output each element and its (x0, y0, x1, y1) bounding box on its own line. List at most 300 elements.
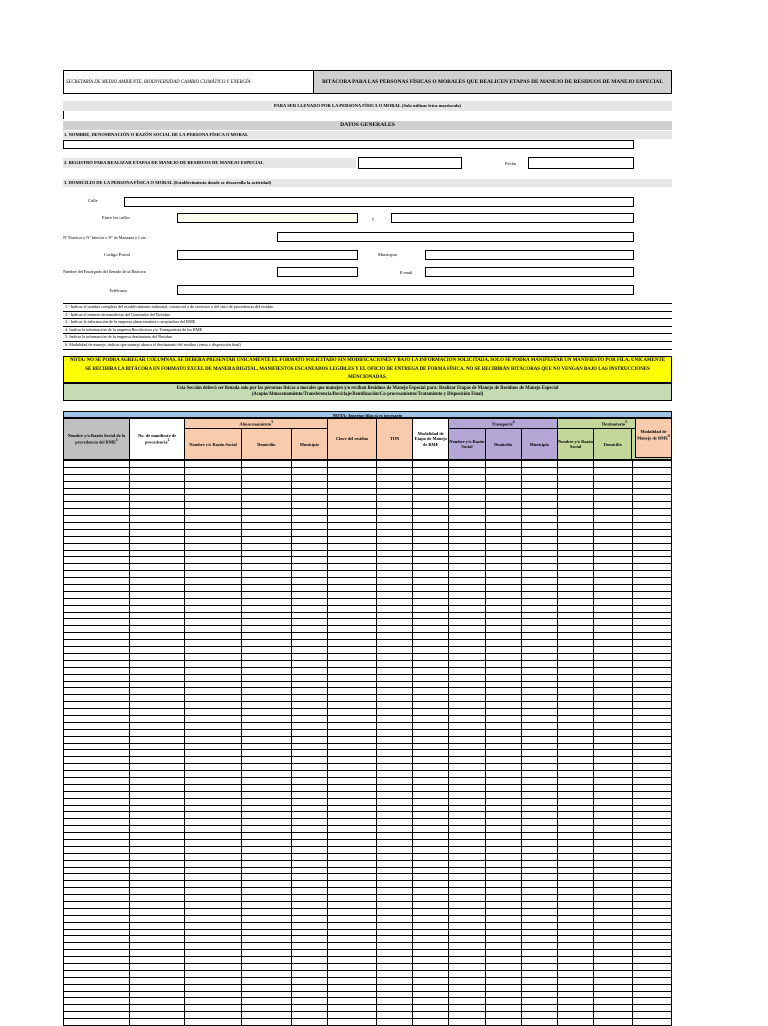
table-cell[interactable] (377, 826, 413, 833)
table-cell[interactable] (241, 605, 291, 612)
table-cell[interactable] (185, 585, 241, 592)
table-cell[interactable] (594, 764, 632, 771)
table-cell[interactable] (377, 895, 413, 902)
table-cell[interactable] (413, 957, 449, 964)
table-cell[interactable] (328, 529, 377, 536)
table-cell[interactable] (485, 598, 521, 605)
table-cell[interactable] (185, 647, 241, 654)
table-cell[interactable] (413, 660, 449, 667)
table-cell[interactable] (64, 943, 130, 950)
table-cell[interactable] (241, 633, 291, 640)
table-cell[interactable] (291, 839, 327, 846)
table-cell[interactable] (328, 612, 377, 619)
table-cell[interactable] (328, 833, 377, 840)
table-cell[interactable] (64, 557, 130, 564)
table-cell[interactable] (185, 777, 241, 784)
table-cell[interactable] (632, 846, 671, 853)
table-cell[interactable] (485, 660, 521, 667)
table-cell[interactable] (521, 922, 557, 929)
table-cell[interactable] (521, 529, 557, 536)
table-cell[interactable] (328, 777, 377, 784)
table-cell[interactable] (413, 536, 449, 543)
table-cell[interactable] (558, 474, 594, 481)
table-cell[interactable] (377, 950, 413, 957)
table-cell[interactable] (64, 660, 130, 667)
table-cell[interactable] (558, 550, 594, 557)
table-cell[interactable] (328, 771, 377, 778)
table-cell[interactable] (185, 529, 241, 536)
table-cell[interactable] (485, 585, 521, 592)
table-cell[interactable] (594, 867, 632, 874)
table-cell[interactable] (291, 585, 327, 592)
table-cell[interactable] (521, 619, 557, 626)
table-cell[interactable] (64, 715, 130, 722)
table-cell[interactable] (241, 839, 291, 846)
table-cell[interactable] (521, 929, 557, 936)
table-cell[interactable] (291, 977, 327, 984)
table-cell[interactable] (328, 915, 377, 922)
table-cell[interactable] (521, 764, 557, 771)
table-cell[interactable] (241, 591, 291, 598)
table-cell[interactable] (291, 984, 327, 991)
table-cell[interactable] (413, 509, 449, 516)
table-cell[interactable] (632, 467, 671, 474)
table-cell[interactable] (632, 550, 671, 557)
table-cell[interactable] (130, 481, 185, 488)
table-cell[interactable] (377, 536, 413, 543)
table-cell[interactable] (521, 640, 557, 647)
table-cell[interactable] (485, 667, 521, 674)
table-cell[interactable] (594, 846, 632, 853)
table-cell[interactable] (377, 936, 413, 943)
table-cell[interactable] (558, 681, 594, 688)
table-cell[interactable] (241, 598, 291, 605)
table-cell[interactable] (130, 846, 185, 853)
table-cell[interactable] (377, 970, 413, 977)
table-cell[interactable] (594, 605, 632, 612)
table-cell[interactable] (291, 598, 327, 605)
table-cell[interactable] (594, 612, 632, 619)
table-cell[interactable] (521, 467, 557, 474)
table-cell[interactable] (449, 536, 485, 543)
table-cell[interactable] (449, 750, 485, 757)
table-cell[interactable] (632, 461, 671, 468)
table-cell[interactable] (594, 895, 632, 902)
table-cell[interactable] (241, 950, 291, 957)
table-cell[interactable] (64, 805, 130, 812)
table-cell[interactable] (291, 474, 327, 481)
table-cell[interactable] (632, 715, 671, 722)
table-cell[interactable] (594, 695, 632, 702)
table-cell[interactable] (558, 660, 594, 667)
table-cell[interactable] (130, 619, 185, 626)
table-cell[interactable] (521, 964, 557, 971)
table-cell[interactable] (64, 536, 130, 543)
table-cell[interactable] (291, 1019, 327, 1026)
table-cell[interactable] (485, 640, 521, 647)
table-cell[interactable] (241, 902, 291, 909)
table-cell[interactable] (328, 881, 377, 888)
table-cell[interactable] (558, 709, 594, 716)
table-cell[interactable] (521, 991, 557, 998)
table-cell[interactable] (185, 805, 241, 812)
table-cell[interactable] (558, 860, 594, 867)
table-cell[interactable] (130, 915, 185, 922)
table-cell[interactable] (594, 784, 632, 791)
table-cell[interactable] (449, 709, 485, 716)
table-cell[interactable] (291, 908, 327, 915)
table-cell[interactable] (485, 516, 521, 523)
table-cell[interactable] (521, 612, 557, 619)
table-cell[interactable] (413, 674, 449, 681)
table-cell[interactable] (558, 653, 594, 660)
table-cell[interactable] (130, 950, 185, 957)
table-cell[interactable] (130, 874, 185, 881)
table-cell[interactable] (632, 523, 671, 530)
table-cell[interactable] (241, 860, 291, 867)
table-cell[interactable] (594, 674, 632, 681)
table-cell[interactable] (558, 998, 594, 1005)
table-cell[interactable] (558, 819, 594, 826)
table-cell[interactable] (241, 1019, 291, 1026)
table-cell[interactable] (64, 936, 130, 943)
table-cell[interactable] (558, 467, 594, 474)
fecha-input[interactable] (528, 157, 634, 169)
table-cell[interactable] (328, 674, 377, 681)
table-cell[interactable] (185, 846, 241, 853)
table-cell[interactable] (64, 853, 130, 860)
table-cell[interactable] (485, 709, 521, 716)
table-cell[interactable] (130, 970, 185, 977)
table-cell[interactable] (449, 991, 485, 998)
table-cell[interactable] (558, 922, 594, 929)
table-cell[interactable] (558, 516, 594, 523)
table-cell[interactable] (377, 784, 413, 791)
table-cell[interactable] (449, 681, 485, 688)
table-cell[interactable] (594, 991, 632, 998)
table-cell[interactable] (328, 950, 377, 957)
table-cell[interactable] (64, 984, 130, 991)
table-cell[interactable] (377, 550, 413, 557)
table-cell[interactable] (185, 619, 241, 626)
table-cell[interactable] (632, 771, 671, 778)
table-cell[interactable] (328, 709, 377, 716)
table-cell[interactable] (485, 1005, 521, 1012)
table-cell[interactable] (328, 977, 377, 984)
table-cell[interactable] (521, 702, 557, 709)
table-cell[interactable] (185, 902, 241, 909)
table-cell[interactable] (449, 826, 485, 833)
table-cell[interactable] (413, 812, 449, 819)
table-cell[interactable] (558, 523, 594, 530)
table-cell[interactable] (377, 461, 413, 468)
email-input[interactable] (425, 267, 634, 277)
table-cell[interactable] (413, 936, 449, 943)
table-cell[interactable] (632, 984, 671, 991)
table-cell[interactable] (185, 543, 241, 550)
table-cell[interactable] (241, 819, 291, 826)
table-cell[interactable] (377, 660, 413, 667)
table-cell[interactable] (485, 481, 521, 488)
table-cell[interactable] (185, 1019, 241, 1026)
table-cell[interactable] (185, 915, 241, 922)
table-cell[interactable] (449, 461, 485, 468)
table-cell[interactable] (594, 805, 632, 812)
table-cell[interactable] (521, 571, 557, 578)
table-cell[interactable] (64, 1012, 130, 1019)
table-cell[interactable] (130, 998, 185, 1005)
table-cell[interactable] (130, 943, 185, 950)
table-cell[interactable] (521, 895, 557, 902)
table-cell[interactable] (130, 667, 185, 674)
table-cell[interactable] (485, 784, 521, 791)
table-cell[interactable] (558, 991, 594, 998)
encargado-input[interactable] (277, 267, 358, 277)
table-cell[interactable] (594, 950, 632, 957)
table-cell[interactable] (185, 874, 241, 881)
table-cell[interactable] (185, 771, 241, 778)
municipio-input[interactable] (425, 250, 634, 260)
table-cell[interactable] (64, 467, 130, 474)
table-cell[interactable] (377, 743, 413, 750)
table-cell[interactable] (594, 647, 632, 654)
table-cell[interactable] (130, 605, 185, 612)
table-cell[interactable] (449, 591, 485, 598)
table-cell[interactable] (521, 543, 557, 550)
table-cell[interactable] (241, 743, 291, 750)
table-cell[interactable] (185, 826, 241, 833)
table-cell[interactable] (291, 578, 327, 585)
table-cell[interactable] (594, 853, 632, 860)
table-cell[interactable] (449, 771, 485, 778)
table-cell[interactable] (485, 915, 521, 922)
table-cell[interactable] (632, 867, 671, 874)
table-cell[interactable] (130, 771, 185, 778)
table-cell[interactable] (558, 674, 594, 681)
table-cell[interactable] (64, 461, 130, 468)
table-cell[interactable] (328, 812, 377, 819)
table-cell[interactable] (64, 688, 130, 695)
table-cell[interactable] (377, 812, 413, 819)
table-cell[interactable] (185, 605, 241, 612)
table-cell[interactable] (377, 605, 413, 612)
table-cell[interactable] (130, 957, 185, 964)
table-cell[interactable] (632, 860, 671, 867)
table-cell[interactable] (291, 529, 327, 536)
table-cell[interactable] (558, 667, 594, 674)
table-cell[interactable] (594, 729, 632, 736)
table-cell[interactable] (485, 750, 521, 757)
table-cell[interactable] (413, 874, 449, 881)
table-cell[interactable] (377, 674, 413, 681)
table-cell[interactable] (449, 764, 485, 771)
table-cell[interactable] (185, 550, 241, 557)
table-cell[interactable] (185, 474, 241, 481)
table-cell[interactable] (449, 895, 485, 902)
table-cell[interactable] (558, 902, 594, 909)
table-cell[interactable] (485, 715, 521, 722)
table-cell[interactable] (291, 681, 327, 688)
table-cell[interactable] (594, 888, 632, 895)
table-cell[interactable] (291, 853, 327, 860)
table-cell[interactable] (558, 605, 594, 612)
table-cell[interactable] (521, 516, 557, 523)
table-cell[interactable] (558, 777, 594, 784)
table-cell[interactable] (485, 633, 521, 640)
table-cell[interactable] (485, 550, 521, 557)
table-cell[interactable] (521, 777, 557, 784)
table-cell[interactable] (413, 888, 449, 895)
table-cell[interactable] (241, 764, 291, 771)
numeros-input[interactable] (277, 232, 634, 242)
table-cell[interactable] (632, 619, 671, 626)
table-cell[interactable] (485, 509, 521, 516)
table-cell[interactable] (485, 998, 521, 1005)
table-cell[interactable] (64, 585, 130, 592)
table-cell[interactable] (377, 1012, 413, 1019)
table-cell[interactable] (291, 991, 327, 998)
table-cell[interactable] (130, 964, 185, 971)
table-cell[interactable] (130, 902, 185, 909)
table-cell[interactable] (241, 619, 291, 626)
table-cell[interactable] (521, 984, 557, 991)
table-cell[interactable] (521, 626, 557, 633)
table-cell[interactable] (413, 764, 449, 771)
table-cell[interactable] (130, 660, 185, 667)
table-cell[interactable] (377, 929, 413, 936)
table-cell[interactable] (241, 502, 291, 509)
table-cell[interactable] (185, 833, 241, 840)
table-cell[interactable] (632, 881, 671, 888)
table-cell[interactable] (291, 722, 327, 729)
table-cell[interactable] (558, 977, 594, 984)
table-cell[interactable] (328, 461, 377, 468)
table-cell[interactable] (64, 977, 130, 984)
table-cell[interactable] (64, 970, 130, 977)
table-cell[interactable] (413, 839, 449, 846)
table-cell[interactable] (558, 805, 594, 812)
table-cell[interactable] (594, 984, 632, 991)
table-cell[interactable] (594, 557, 632, 564)
table-cell[interactable] (328, 640, 377, 647)
table-cell[interactable] (130, 516, 185, 523)
table-cell[interactable] (291, 812, 327, 819)
table-cell[interactable] (594, 516, 632, 523)
table-cell[interactable] (377, 771, 413, 778)
table-cell[interactable] (328, 571, 377, 578)
table-cell[interactable] (594, 523, 632, 530)
table-cell[interactable] (291, 819, 327, 826)
table-cell[interactable] (185, 819, 241, 826)
table-cell[interactable] (449, 915, 485, 922)
table-cell[interactable] (594, 936, 632, 943)
table-cell[interactable] (377, 881, 413, 888)
table-cell[interactable] (130, 791, 185, 798)
table-cell[interactable] (291, 970, 327, 977)
table-cell[interactable] (485, 757, 521, 764)
table-cell[interactable] (377, 964, 413, 971)
table-cell[interactable] (64, 860, 130, 867)
table-cell[interactable] (521, 598, 557, 605)
table-cell[interactable] (185, 984, 241, 991)
table-cell[interactable] (64, 867, 130, 874)
table-cell[interactable] (632, 529, 671, 536)
table-cell[interactable] (558, 984, 594, 991)
table-cell[interactable] (291, 874, 327, 881)
table-cell[interactable] (377, 736, 413, 743)
table-cell[interactable] (377, 757, 413, 764)
table-cell[interactable] (377, 612, 413, 619)
table-cell[interactable] (485, 688, 521, 695)
table-cell[interactable] (241, 812, 291, 819)
table-cell[interactable] (521, 771, 557, 778)
table-cell[interactable] (185, 564, 241, 571)
table-cell[interactable] (594, 681, 632, 688)
table-cell[interactable] (594, 461, 632, 468)
table-cell[interactable] (632, 791, 671, 798)
table-cell[interactable] (632, 591, 671, 598)
table-cell[interactable] (485, 839, 521, 846)
table-cell[interactable] (130, 674, 185, 681)
table-cell[interactable] (377, 777, 413, 784)
table-cell[interactable] (413, 895, 449, 902)
table-cell[interactable] (632, 681, 671, 688)
table-cell[interactable] (291, 523, 327, 530)
table-cell[interactable] (485, 467, 521, 474)
table-cell[interactable] (377, 571, 413, 578)
table-cell[interactable] (413, 529, 449, 536)
table-cell[interactable] (558, 839, 594, 846)
table-cell[interactable] (413, 543, 449, 550)
table-cell[interactable] (130, 908, 185, 915)
table-cell[interactable] (594, 977, 632, 984)
table-cell[interactable] (291, 798, 327, 805)
table-cell[interactable] (64, 640, 130, 647)
table-cell[interactable] (558, 647, 594, 654)
table-cell[interactable] (377, 647, 413, 654)
table-cell[interactable] (521, 1005, 557, 1012)
table-cell[interactable] (130, 784, 185, 791)
table-cell[interactable] (185, 736, 241, 743)
table-cell[interactable] (521, 881, 557, 888)
table-cell[interactable] (241, 557, 291, 564)
table-cell[interactable] (328, 1019, 377, 1026)
table-cell[interactable] (449, 964, 485, 971)
table-cell[interactable] (291, 846, 327, 853)
table-cell[interactable] (594, 874, 632, 881)
table-cell[interactable] (64, 653, 130, 660)
table-cell[interactable] (64, 736, 130, 743)
table-cell[interactable] (632, 950, 671, 957)
table-cell[interactable] (521, 743, 557, 750)
table-cell[interactable] (328, 564, 377, 571)
table-cell[interactable] (449, 860, 485, 867)
registro-input[interactable] (358, 157, 462, 169)
table-cell[interactable] (632, 736, 671, 743)
table-cell[interactable] (485, 647, 521, 654)
table-cell[interactable] (130, 936, 185, 943)
table-cell[interactable] (413, 853, 449, 860)
entre-calles-input-2[interactable] (391, 213, 634, 223)
table-cell[interactable] (485, 461, 521, 468)
table-cell[interactable] (185, 1012, 241, 1019)
table-cell[interactable] (377, 998, 413, 1005)
table-cell[interactable] (64, 784, 130, 791)
table-cell[interactable] (485, 902, 521, 909)
table-cell[interactable] (241, 998, 291, 1005)
table-cell[interactable] (594, 819, 632, 826)
table-cell[interactable] (632, 722, 671, 729)
